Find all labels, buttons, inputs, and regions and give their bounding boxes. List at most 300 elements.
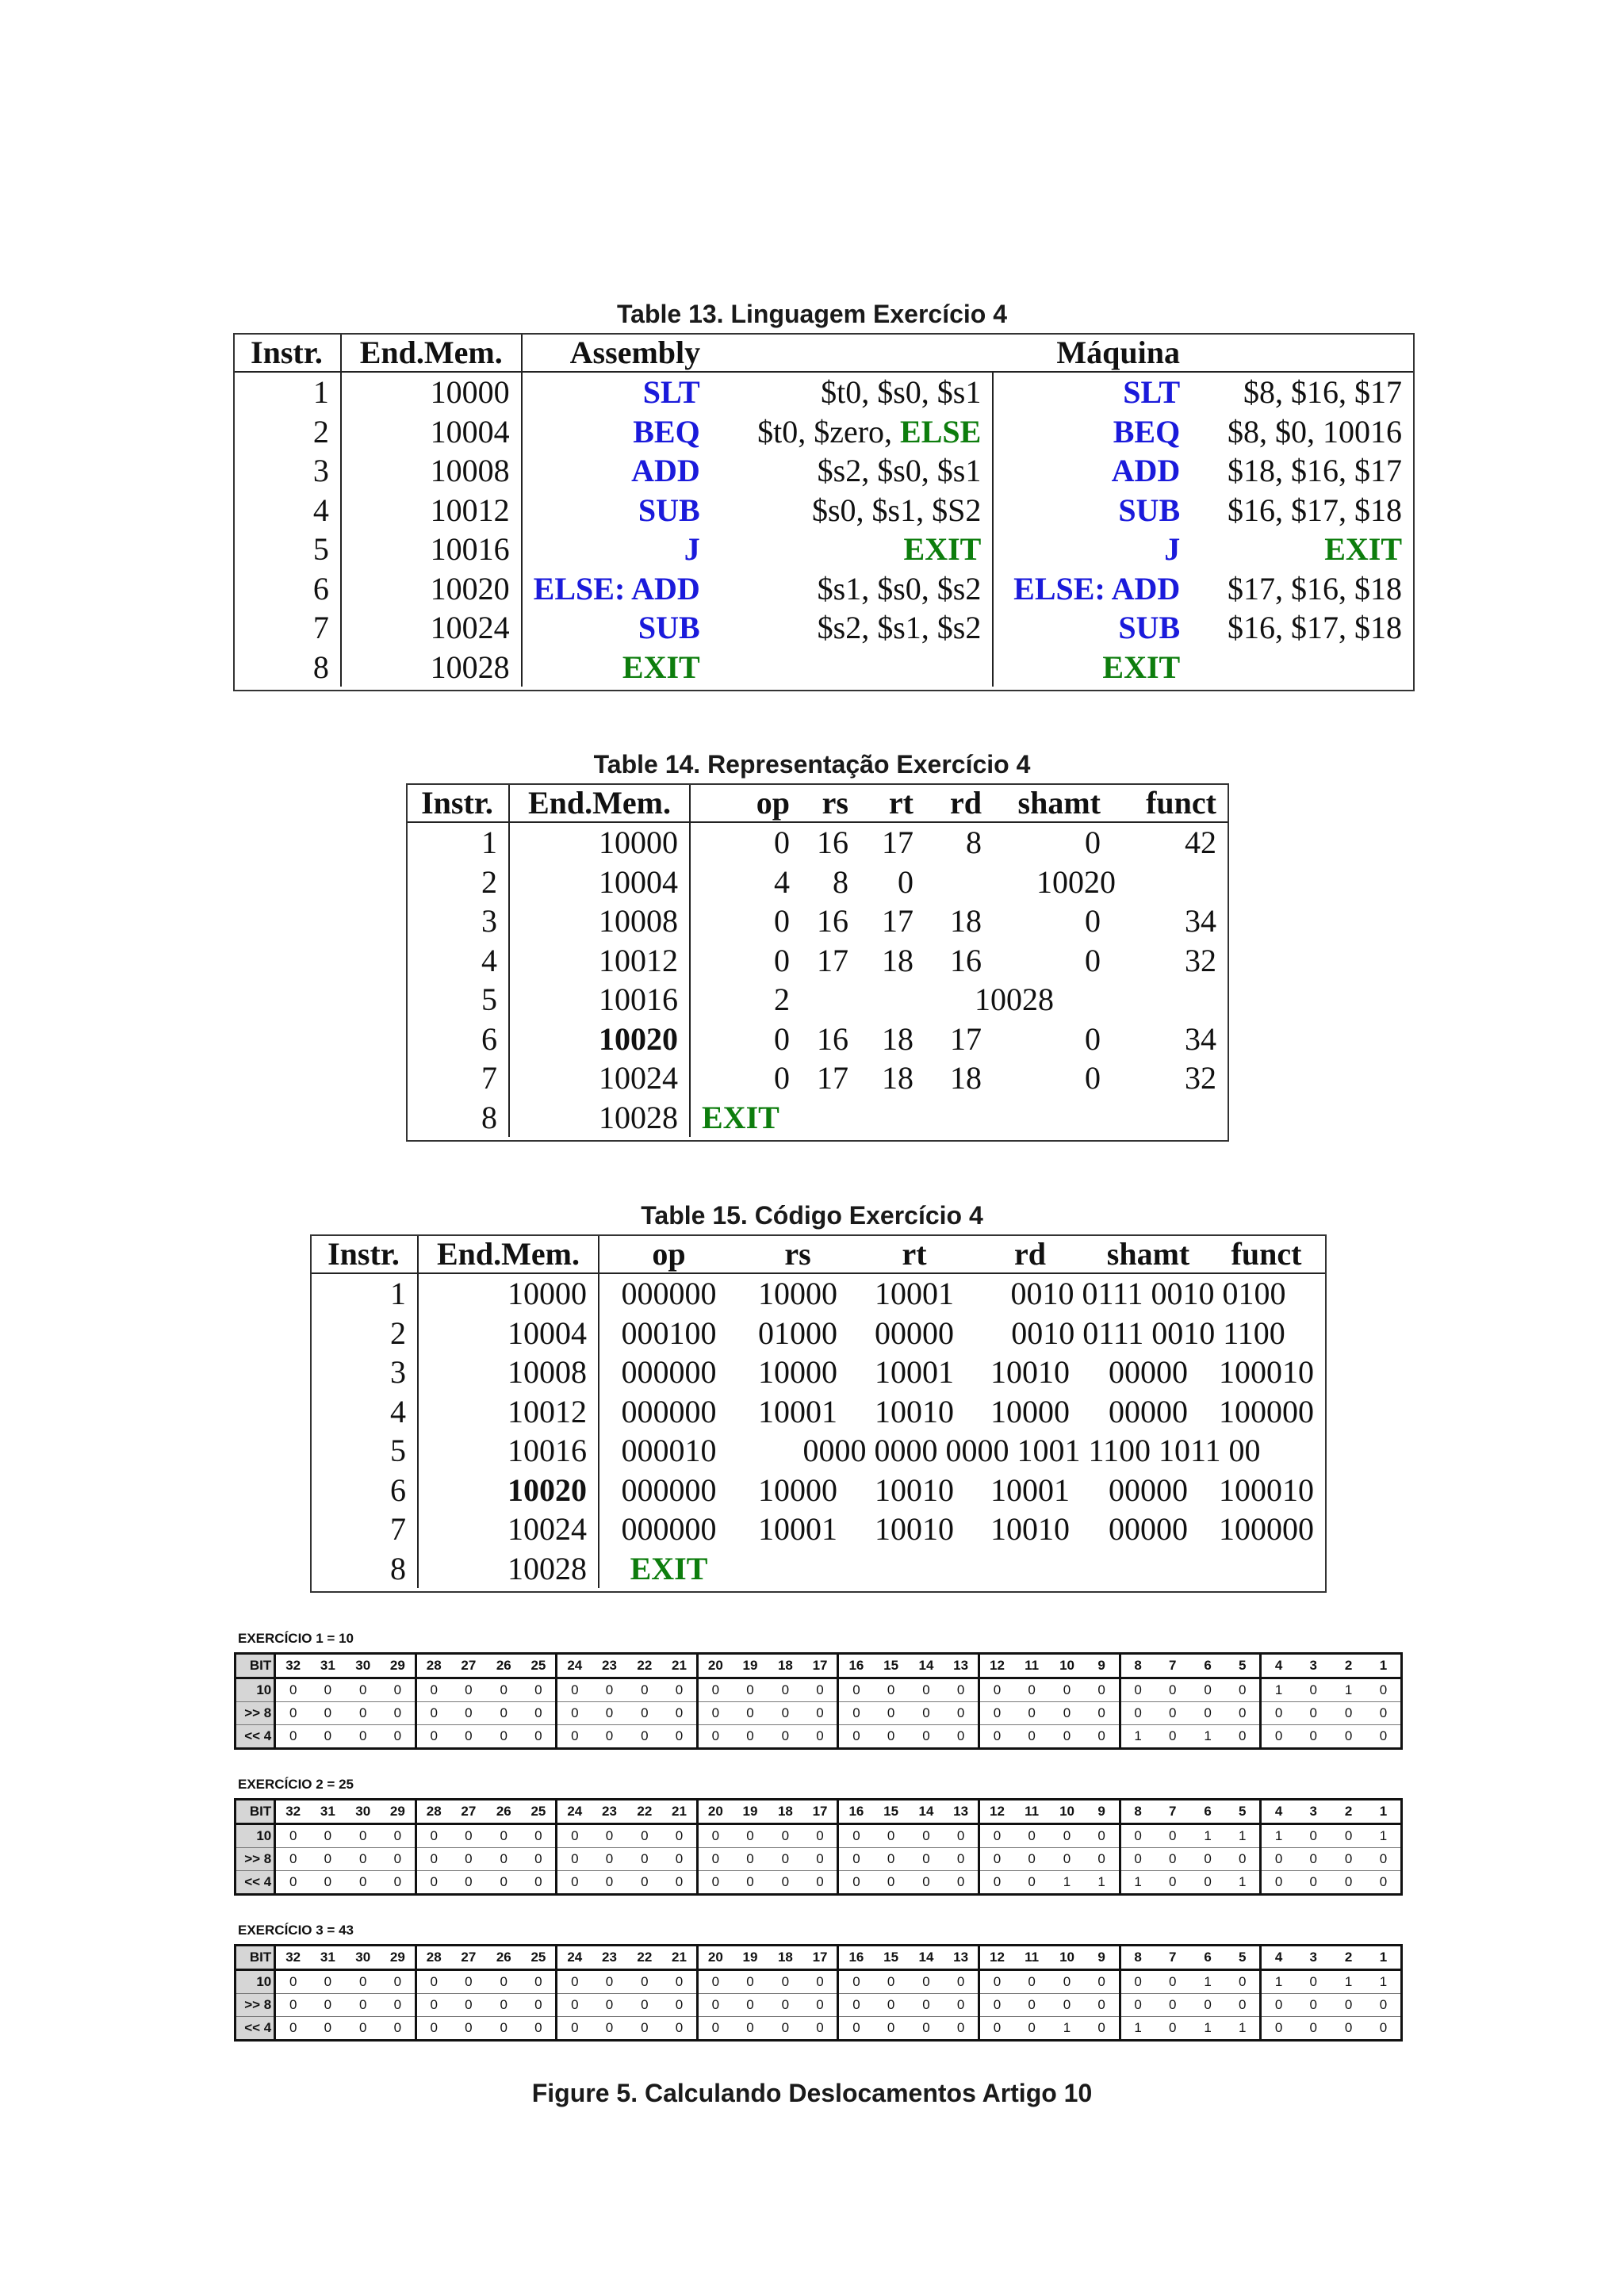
bit-value: 0 (275, 1970, 310, 1994)
bit-value: 0 (1155, 1970, 1190, 1994)
bit-value: 1 (1120, 1871, 1155, 1895)
bit-value: 1 (1331, 1970, 1365, 1994)
bit-value: 0 (381, 1994, 416, 2017)
bit-value: 0 (451, 1994, 486, 2017)
bit-number: 2 (1331, 1654, 1365, 1678)
bit-value: 0 (310, 1848, 345, 1871)
t14-rs: 16 (817, 1020, 848, 1057)
t14-instr: 8 (406, 1098, 509, 1138)
bit-value: 1 (1261, 1824, 1296, 1848)
bit-value: 0 (768, 1970, 802, 1994)
t13-machine-op: J (1164, 531, 1181, 568)
bit-value: 0 (733, 1725, 768, 1749)
bit-value: 1 (1331, 1678, 1365, 1702)
t14-shamt: 0 (1085, 1020, 1101, 1057)
t13-machine-args (1191, 648, 1413, 687)
bit-value: 0 (381, 1871, 416, 1895)
bit-value: 0 (1014, 1994, 1049, 2017)
t14-header: rs (801, 783, 860, 822)
t13-endmem: 10012 (341, 491, 522, 530)
t15-shamt: 00000 (1109, 1471, 1188, 1508)
bit-value: 0 (662, 2017, 697, 2041)
exercise-1-title: EXERCÍCIO 1 = 10 (238, 1631, 354, 1646)
bit-value: 0 (310, 1725, 345, 1749)
t15-op: 000000 (621, 1354, 717, 1391)
bit-value: 0 (1155, 1678, 1190, 1702)
bit-value: 0 (627, 1994, 662, 2017)
bit-row-label: 10 (236, 1678, 275, 1702)
bit-value: 0 (451, 1678, 486, 1702)
bit-row (236, 1871, 1402, 1895)
t14-instr: 5 (406, 980, 509, 1020)
bit-value: 0 (346, 2017, 381, 2041)
bit-number: 26 (486, 1946, 521, 1970)
bit-value: 0 (1085, 1848, 1120, 1871)
bit-number: 15 (873, 1946, 908, 1970)
t15-funct: 100000 (1219, 1511, 1314, 1548)
bit-number: 9 (1085, 1654, 1120, 1678)
bit-value: 0 (486, 1702, 521, 1725)
bit-value: 0 (1155, 1871, 1190, 1895)
bit-number: 29 (381, 1654, 416, 1678)
bit-value: 0 (1296, 2017, 1331, 2041)
bit-value: 0 (416, 1824, 450, 1848)
bit-number: 13 (944, 1800, 979, 1824)
bit-number: 1 (1366, 1946, 1402, 1970)
bit-number: 28 (416, 1946, 450, 1970)
bit-number: 25 (521, 1654, 556, 1678)
t15-funct: 100010 (1219, 1471, 1314, 1508)
bit-value: 0 (803, 1702, 838, 1725)
bit-value: 0 (662, 1848, 697, 1871)
t13-machine-args: EXIT (1324, 531, 1402, 568)
bit-value: 0 (521, 1994, 556, 2017)
bit-number: 32 (275, 1946, 310, 1970)
bit-number: 20 (697, 1654, 732, 1678)
bit-value: 0 (733, 1994, 768, 2017)
bit-value: 0 (627, 1678, 662, 1702)
bit-value: 0 (416, 1871, 450, 1895)
bit-value: 0 (1296, 1970, 1331, 1994)
bit-value: 0 (1085, 1702, 1120, 1725)
bit-value: 0 (909, 1994, 944, 2017)
bit-value: 1 (1366, 1970, 1402, 1994)
bit-value: 0 (1331, 1994, 1365, 2017)
bit-value: 0 (592, 1848, 626, 1871)
bit-value: 0 (909, 2017, 944, 2041)
bit-number: 19 (733, 1800, 768, 1824)
bit-value: 0 (1261, 1871, 1296, 1895)
bit-row-label: << 4 (236, 1725, 275, 1749)
bit-value: 0 (627, 1970, 662, 1994)
bit-number: 31 (310, 1800, 345, 1824)
bit-value: 0 (557, 1871, 592, 1895)
bit-value: 0 (451, 1871, 486, 1895)
bit-value: 0 (451, 1848, 486, 1871)
t14-op: 0 (774, 825, 790, 861)
bit-value: 0 (944, 1702, 979, 1725)
t13-assembly-op: J (684, 531, 700, 568)
t14-header: Instr. (406, 783, 509, 822)
t13-row (233, 451, 1413, 491)
t15-instr: 3 (310, 1353, 418, 1392)
t15-row (310, 1549, 1325, 1589)
bit-value: 0 (521, 1702, 556, 1725)
t15-op: 000100 (621, 1314, 717, 1351)
bit-number: 32 (275, 1654, 310, 1678)
bit-value: 0 (768, 1678, 802, 1702)
bit-value: 0 (1155, 1725, 1190, 1749)
bit-value: 0 (627, 2017, 662, 2041)
t15-op: 000000 (621, 1393, 717, 1429)
bit-value: 0 (275, 1678, 310, 1702)
bit-value: 0 (381, 1702, 416, 1725)
t13-header-instr: Instr. (233, 333, 341, 372)
bit-value: 0 (1085, 1970, 1120, 1994)
t14-instr: 3 (406, 901, 509, 941)
bit-number: 17 (803, 1946, 838, 1970)
bit-value: 0 (310, 1824, 345, 1848)
bit-value: 0 (662, 1970, 697, 1994)
t14-op: 0 (774, 942, 790, 978)
bit-value: 0 (979, 2017, 1014, 2041)
t14-rs: 16 (817, 825, 848, 861)
bit-value: 0 (979, 1678, 1014, 1702)
bit-value: 1 (1049, 1871, 1084, 1895)
bit-value: 0 (416, 1678, 450, 1702)
bit-value: 0 (944, 1725, 979, 1749)
bit-value: 0 (627, 1824, 662, 1848)
bit-value: 0 (381, 2017, 416, 2041)
bit-value: 0 (873, 1994, 908, 2017)
bit-number: 6 (1190, 1946, 1225, 1970)
bit-value: 0 (521, 1725, 556, 1749)
bit-number: 25 (521, 1946, 556, 1970)
t14-rd: 16 (950, 942, 982, 978)
bit-value: 0 (697, 1994, 732, 2017)
bit-number: 30 (346, 1800, 381, 1824)
bit-value: 0 (944, 2017, 979, 2041)
t15-rd: 10000 (990, 1393, 1070, 1429)
t13-assembly-args: $t0, $zero, ELSE (711, 412, 994, 452)
bit-value: 0 (1155, 1702, 1190, 1725)
bit-value: 0 (486, 2017, 521, 2041)
bit-value: 0 (662, 1678, 697, 1702)
bit-value: 0 (1014, 1678, 1049, 1702)
bit-value: 0 (768, 1824, 802, 1848)
t15-instr: 8 (310, 1549, 418, 1589)
bit-number: 32 (275, 1800, 310, 1824)
t14-rd: 8 (966, 825, 982, 861)
bit-value: 0 (803, 2017, 838, 2041)
bit-value: 0 (1296, 1725, 1331, 1749)
table15 (310, 1234, 1325, 1588)
t13-instr: 7 (233, 608, 341, 648)
t15-rs: 10000 (758, 1276, 837, 1312)
t15-header: shamt (1089, 1234, 1208, 1273)
bit-value: 0 (662, 1725, 697, 1749)
bit-value: 0 (979, 1702, 1014, 1725)
t14-row (406, 941, 1228, 981)
bit-number: 19 (733, 1654, 768, 1678)
t14-rs: 16 (817, 903, 848, 939)
bit-value: 0 (381, 1970, 416, 1994)
bit-value: 0 (838, 1994, 873, 2017)
bit-value: 0 (486, 1970, 521, 1994)
bit-value: 0 (521, 1970, 556, 1994)
bit-value: 0 (979, 1848, 1014, 1871)
bit-number: 28 (416, 1800, 450, 1824)
t15-shamt: 00000 (1109, 1511, 1188, 1548)
bit-number: 1 (1366, 1800, 1402, 1824)
bit-value: 1 (1225, 1824, 1260, 1848)
bit-value: 0 (557, 1725, 592, 1749)
t14-row (406, 1020, 1228, 1059)
t15-rt: 10001 (875, 1354, 954, 1391)
bit-number: 11 (1014, 1654, 1049, 1678)
bit-value: 0 (733, 1848, 768, 1871)
bit-value: 0 (697, 1871, 732, 1895)
bit-number: 26 (486, 1800, 521, 1824)
bit-value: 0 (416, 1970, 450, 1994)
bit-value: 0 (557, 2017, 592, 2041)
bit-number: 21 (662, 1946, 697, 1970)
t14-endmem: 10028 (509, 1098, 690, 1138)
t14-funct: 32 (1185, 942, 1216, 978)
t13-machine-args: $16, $17, $18 (1228, 492, 1402, 528)
bit-value: 0 (873, 1702, 908, 1725)
t14-immediate: 10020 (1036, 863, 1116, 900)
bit-number: 21 (662, 1654, 697, 1678)
bit-value: 0 (310, 1678, 345, 1702)
bit-value: 0 (768, 1725, 802, 1749)
t13-machine-args: $16, $17, $18 (1228, 610, 1402, 646)
t13-machine-op: EXIT (1102, 649, 1181, 685)
t14-endmem: 10000 (509, 822, 690, 863)
t15-shamt: 00000 (1109, 1354, 1188, 1391)
bit-number: 23 (592, 1946, 626, 1970)
bit-value: 0 (909, 1970, 944, 1994)
bit-value: 0 (557, 1848, 592, 1871)
t13-machine-op: SLT (1123, 374, 1181, 411)
bit-number: 20 (697, 1800, 732, 1824)
t14-funct: 34 (1185, 903, 1216, 939)
t14-endmem: 10008 (509, 901, 690, 941)
t13-row (233, 648, 1413, 687)
bit-value: 1 (1190, 1824, 1225, 1848)
bit-number: 18 (768, 1800, 802, 1824)
t15-header: Instr. (310, 1234, 418, 1273)
t15-header: End.Mem. (418, 1234, 599, 1273)
t15-endmem: 10028 (418, 1549, 599, 1589)
t15-endmem: 10012 (418, 1392, 599, 1432)
bit-value: 0 (838, 1725, 873, 1749)
bit-number: 24 (557, 1946, 592, 1970)
bit-value: 0 (1085, 2017, 1120, 2041)
t14-op: 0 (774, 1020, 790, 1057)
t15-header: op (599, 1234, 738, 1273)
bit-number: 3 (1296, 1654, 1331, 1678)
bit-number: 3 (1296, 1946, 1331, 1970)
t13-assembly-args: $s1, $s0, $s2 (711, 569, 994, 609)
bit-number: 6 (1190, 1800, 1225, 1824)
bit-value: 0 (346, 1678, 381, 1702)
t14-shamt: 0 (1085, 1060, 1101, 1096)
t15-instr: 5 (310, 1431, 418, 1471)
bit-number: 17 (803, 1800, 838, 1824)
bit-number: 30 (346, 1654, 381, 1678)
bit-value: 0 (451, 1970, 486, 1994)
bit-value: 0 (733, 1702, 768, 1725)
bit-number: 26 (486, 1654, 521, 1678)
bit-value: 0 (838, 1970, 873, 1994)
t14-rs: 17 (817, 942, 848, 978)
t15-rt: 10010 (875, 1471, 954, 1508)
bit-value: 0 (486, 1994, 521, 2017)
bit-value: 0 (592, 1871, 626, 1895)
bit-value: 0 (1261, 2017, 1296, 2041)
bit-value: 0 (803, 1871, 838, 1895)
bit-value: 0 (557, 1678, 592, 1702)
bit-number: 14 (909, 1800, 944, 1824)
t15-op: 000010 (621, 1433, 717, 1469)
bit-value: 0 (979, 1970, 1014, 1994)
t13-assembly-args: $s0, $s1, $S2 (711, 491, 994, 530)
t13-endmem: 10000 (341, 372, 522, 412)
bit-value: 0 (873, 1970, 908, 1994)
bit-value: 0 (627, 1848, 662, 1871)
bit-value: 1 (1261, 1678, 1296, 1702)
bit-value: 0 (803, 1824, 838, 1848)
bit-value: 0 (909, 1871, 944, 1895)
bit-value: 0 (416, 1702, 450, 1725)
t13-machine-args: $8, $16, $17 (1243, 374, 1402, 411)
bit-value: 0 (1155, 2017, 1190, 2041)
bit-value: 0 (346, 1702, 381, 1725)
t14-row (406, 822, 1228, 863)
t15-rs: 01000 (758, 1314, 837, 1351)
bit-value: 0 (310, 1970, 345, 1994)
t13-endmem: 10016 (341, 530, 522, 569)
bit-value: 0 (592, 1678, 626, 1702)
bit-value: 0 (803, 1725, 838, 1749)
t13-machine-args: $8, $0, 10016 (1228, 413, 1402, 450)
bit-value: 0 (1296, 1702, 1331, 1725)
exercise-2-title: EXERCÍCIO 2 = 25 (238, 1777, 354, 1792)
bit-value: 0 (1225, 1994, 1260, 2017)
bit-number: 25 (521, 1800, 556, 1824)
t13-assembly-args: $s2, $s1, $s2 (711, 608, 994, 648)
t13-assembly-op: ADD (631, 453, 700, 489)
t13-assembly-args: $s2, $s0, $s1 (711, 451, 994, 491)
t15-row (310, 1314, 1325, 1353)
bit-value: 0 (1155, 1824, 1190, 1848)
t15-row (310, 1510, 1325, 1549)
bit-number: 12 (979, 1800, 1014, 1824)
bit-value: 0 (1014, 1725, 1049, 1749)
bit-value: 0 (451, 1702, 486, 1725)
bit-value: 0 (1190, 1871, 1225, 1895)
bit-value: 0 (733, 1678, 768, 1702)
bit-number: 16 (838, 1946, 873, 1970)
t14-header: End.Mem. (509, 783, 690, 822)
t15-endmem: 10004 (418, 1314, 599, 1353)
bit-number: 9 (1085, 1800, 1120, 1824)
t13-instr: 4 (233, 491, 341, 530)
bit-value: 0 (768, 2017, 802, 2041)
bit-value: 0 (1085, 1994, 1120, 2017)
t15-rs: 10000 (758, 1354, 837, 1391)
figure-caption: Figure 5. Calculando Deslocamentos Artigo 10 (531, 2079, 1093, 2107)
bit-value: 0 (486, 1725, 521, 1749)
bit-number: 13 (944, 1654, 979, 1678)
bit-value: 0 (697, 1702, 732, 1725)
t13-machine-args: $18, $16, $17 (1228, 453, 1402, 489)
t15-header: rs (738, 1234, 857, 1273)
bit-number: 5 (1225, 1946, 1260, 1970)
t13-header-assembly: Assembly (522, 333, 994, 372)
bit-number: 17 (803, 1654, 838, 1678)
t15-rs: 10001 (758, 1393, 837, 1429)
bit-value: 0 (733, 1970, 768, 1994)
bit-number: 31 (310, 1654, 345, 1678)
bit-value: 0 (1261, 1994, 1296, 2017)
t13-assembly-args: $t0, $s0, $s1 (711, 372, 994, 412)
t15-header: rd (971, 1234, 1089, 1273)
t13-machine-op: BEQ (1113, 413, 1181, 450)
bit-number: 14 (909, 1654, 944, 1678)
t14-header: funct (1112, 783, 1228, 822)
exercise-1-table (234, 1652, 1403, 1750)
bit-value: 0 (521, 1678, 556, 1702)
bit-value: 0 (1085, 1725, 1120, 1749)
t14-instr: 1 (406, 822, 509, 863)
bit-value: 0 (1120, 1848, 1155, 1871)
bit-row (236, 1848, 1402, 1871)
bit-value: 0 (486, 1824, 521, 1848)
bit-value: 0 (944, 1871, 979, 1895)
bit-value: 0 (1155, 1994, 1190, 2017)
t15-address: 0000 0000 0000 1001 1100 1011 00 (802, 1433, 1261, 1469)
bit-number: 5 (1225, 1654, 1260, 1678)
bit-value: 0 (873, 1848, 908, 1871)
t14-op: 0 (774, 903, 790, 939)
t13-endmem: 10008 (341, 451, 522, 491)
t15-header: rt (857, 1234, 971, 1273)
t14-instr: 2 (406, 863, 509, 902)
bit-value: 0 (697, 1970, 732, 1994)
t15-funct: 100000 (1219, 1393, 1314, 1429)
t15-row (310, 1353, 1325, 1392)
t13-assembly-op: SLT (642, 374, 700, 411)
bit-value: 0 (1296, 1994, 1331, 2017)
t15-rt: 10010 (875, 1393, 954, 1429)
bit-value: 0 (1261, 1848, 1296, 1871)
bit-number: 13 (944, 1946, 979, 1970)
t14-header: shamt (993, 783, 1112, 822)
bit-value: 0 (381, 1725, 416, 1749)
bit-number: 22 (627, 1946, 662, 1970)
bit-value: 0 (873, 1871, 908, 1895)
t14-funct: 42 (1185, 825, 1216, 861)
bit-value: 0 (275, 1994, 310, 2017)
bit-value: 0 (803, 1848, 838, 1871)
bit-value: 0 (662, 1702, 697, 1725)
t13-assembly-op: BEQ (633, 413, 700, 450)
bit-value: 0 (381, 1848, 416, 1871)
bit-number: 2 (1331, 1800, 1365, 1824)
bit-value: 0 (873, 1678, 908, 1702)
